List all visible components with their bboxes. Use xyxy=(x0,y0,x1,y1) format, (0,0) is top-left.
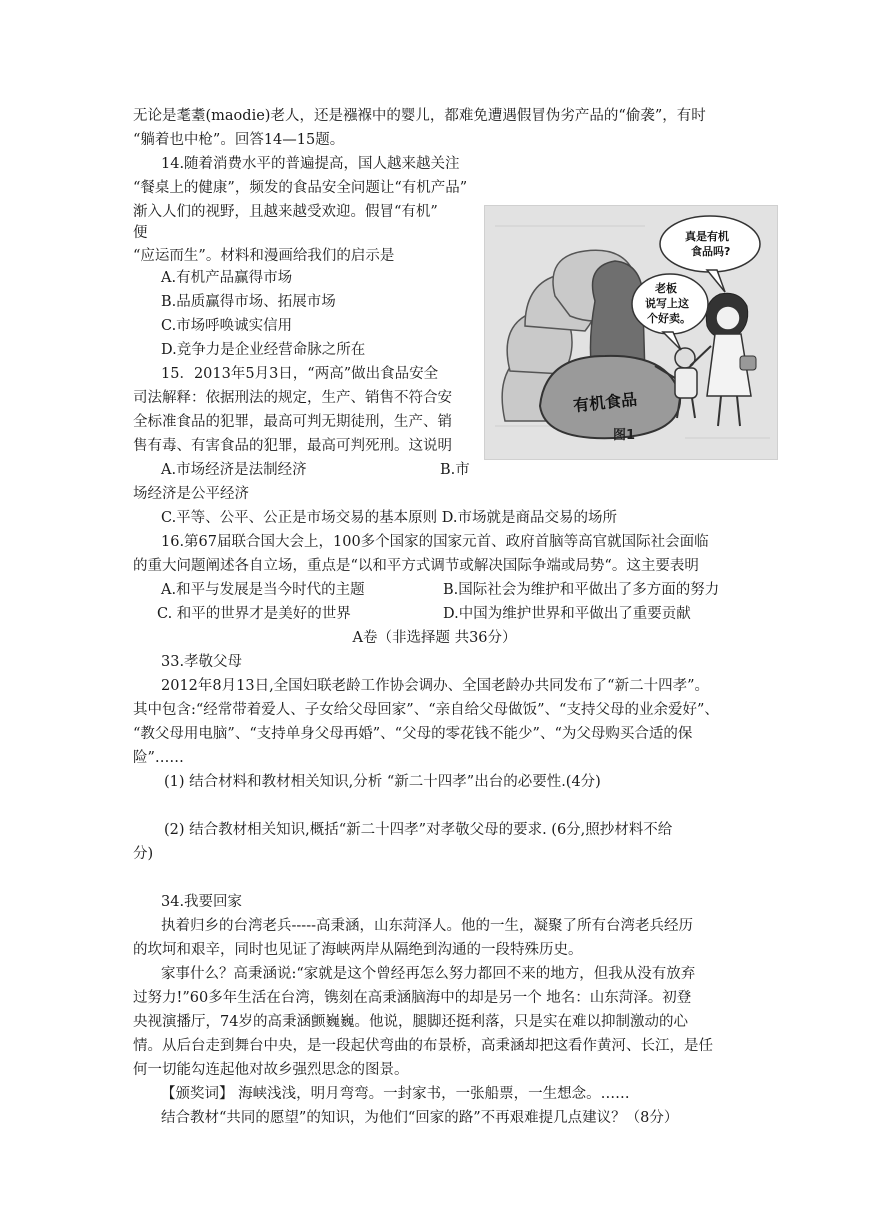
q14-stem-line-5: “应运而生”。材料和漫画给我们的启示是 xyxy=(133,248,395,264)
q34-para2-line-2: 过努力!”60多年生活在台湾，镌刻在高秉涵脑海中的却是另一个 地名：山东菏泽。初登 xyxy=(133,990,692,1006)
q15-stem-line-3: 全标准食品的犯罪，最高可判无期徒刑，生产、销 xyxy=(133,414,452,430)
q33-material-line-2: 其中包含:“经常带着爱人、子女给父母回家”、“亲自给父母做饭”、“支持父母的业余爱好”、 xyxy=(133,702,719,718)
q16-option-d: D.中国为维护世界和平做出了重要贡献 xyxy=(443,606,691,622)
q14-option-b: B.品质赢得市场、拓展市场 xyxy=(161,294,336,310)
bubble2-line-3: 个好卖。 xyxy=(647,312,691,325)
q14-option-d: D.竞争力是企业经营命脉之所在 xyxy=(161,342,366,358)
q33-subquestion-2-line-2: 分) xyxy=(133,846,154,862)
bubble1-line-1: 真是有机 xyxy=(685,230,729,243)
bubble2-line-2: 说写上这 xyxy=(645,297,689,310)
q33-title: 33.孝敬父母 xyxy=(161,654,243,670)
sack-label: 有机食品 xyxy=(572,389,638,416)
q33-material-line-3: “教父母用电脑”、“支持单身父母再婚”、“父母的零花钱不能少”、“为父母购买合适的保 xyxy=(133,726,693,742)
q15-stem-line-1: 15．2013年5月3日，“两高”做出食品安全 xyxy=(161,366,439,382)
q14-stem-line-4: 便 xyxy=(133,225,148,241)
q16-stem-line-2: 的重大问题阐述各自立场，重点是“以和平方式调节或解决国际争端或局势“。这主要表明 xyxy=(133,558,699,574)
q34-para2-line-3: 央视演播厅，74岁的高秉涵颤巍巍。他说，腿脚还挺利落，只是实在难以抑制激动的心 xyxy=(133,1014,688,1030)
q14-stem-line-3: 渐入人们的视野，且越来越受欢迎。假冒“有机” xyxy=(133,204,438,220)
q34-para2-line-4: 情。从后台走到舞台中央，是一段起伏弯曲的布景桥，高秉涵却把这看作黄河、长江，是任 xyxy=(133,1038,713,1054)
q14-option-a: A.有机产品赢得市场 xyxy=(161,270,293,286)
q33-subquestion-2-line-1: (2) 结合教材相关知识,概括“新二十四孝”对孝敬父母的要求. (6分,照抄材料不给 xyxy=(164,822,673,838)
q33-material-line-1: 2012年8月13日,全国妇联老龄工作协会调办、全国老龄办共同发布了“新二十四孝”。 xyxy=(161,678,710,694)
intro-line-1: 无论是耄耋(maodie)老人，还是襁褓中的婴儿，都难免遭遇假冒伪劣产品的“偷袭”，有时 xyxy=(133,108,706,124)
q33-material-line-4: 险”…… xyxy=(133,750,184,766)
q15-stem-line-2: 司法解释：依据刑法的规定，生产、销售不符合安 xyxy=(133,390,452,406)
q16-stem-line-1: 16.第67届联合国大会上，100多个国家的国家元首、政府首脑等高官就国际社会面临 xyxy=(161,534,709,550)
q34-question: 结合教材“共同的愿望”的知识，为他们“回家的路”不再艰难提几点建议？（8分） xyxy=(161,1110,679,1126)
q15-option-b-start: B.市 xyxy=(440,462,470,478)
q34-title: 34.我要回家 xyxy=(161,894,243,910)
q14-option-c: C.市场呼唤诚实信用 xyxy=(161,318,293,334)
bubble1-line-2: 食品吗? xyxy=(691,245,731,258)
section-heading: A卷（非选择题 共36分） xyxy=(352,630,517,646)
q14-stem-line-2: “餐桌上的健康”，频发的食品安全问题让“有机产品” xyxy=(133,180,468,196)
bubble2-line-1: 老板 xyxy=(655,282,677,295)
q14-stem-line-1: 14.随着消费水平的普遍提高，国人越来越关注 xyxy=(161,156,460,172)
figure-caption: 图1 xyxy=(613,428,636,443)
q16-option-a: A.和平与发展是当今时代的主题 xyxy=(161,582,365,598)
q15-option-b-end: 场经济是公平经济 xyxy=(133,486,249,502)
q34-para1-line-1: 执着归乡的台湾老兵-----高秉涵，山东菏泽人。他的一生，凝聚了所有台湾老兵经历 xyxy=(161,918,693,934)
q16-option-c: C. 和平的世界才是美好的世界 xyxy=(157,606,351,622)
q34-para2-line-1: 家事什么？高秉涵说:“家就是这个曾经再怎么努力都回不来的地方，但我从没有放弃 xyxy=(161,966,696,982)
q33-subquestion-1: (1) 结合材料和教材相关知识,分析 “新二十四孝”出台的必要性.(4分) xyxy=(164,774,601,790)
q34-award-speech: 【颁奖词】 海峡浅浅，明月弯弯。一封家书，一张船票，一生想念。…… xyxy=(161,1086,630,1102)
intro-line-2: “躺着也中枪”。回答14—15题。 xyxy=(133,132,345,148)
q15-stem-line-4: 售有毒、有害食品的犯罪，最高可判死刑。这说明 xyxy=(133,438,452,454)
q34-para1-line-2: 的坎坷和艰辛，同时也见证了海峡两岸从隔绝到沟通的一段特殊历史。 xyxy=(133,942,583,958)
q15-options-c-d: C.平等、公平、公正是市场交易的基本原则 D.市场就是商品交易的场所 xyxy=(161,510,618,526)
cartoon-figure xyxy=(484,205,778,460)
q15-option-a: A.市场经济是法制经济 xyxy=(161,462,307,478)
q34-para2-line-5: 何一切能勾连起他对故乡强烈思念的图景。 xyxy=(133,1062,409,1078)
q16-option-b: B.国际社会为维护和平做出了多方面的努力 xyxy=(443,582,720,598)
cartoon-illustration xyxy=(485,206,777,459)
